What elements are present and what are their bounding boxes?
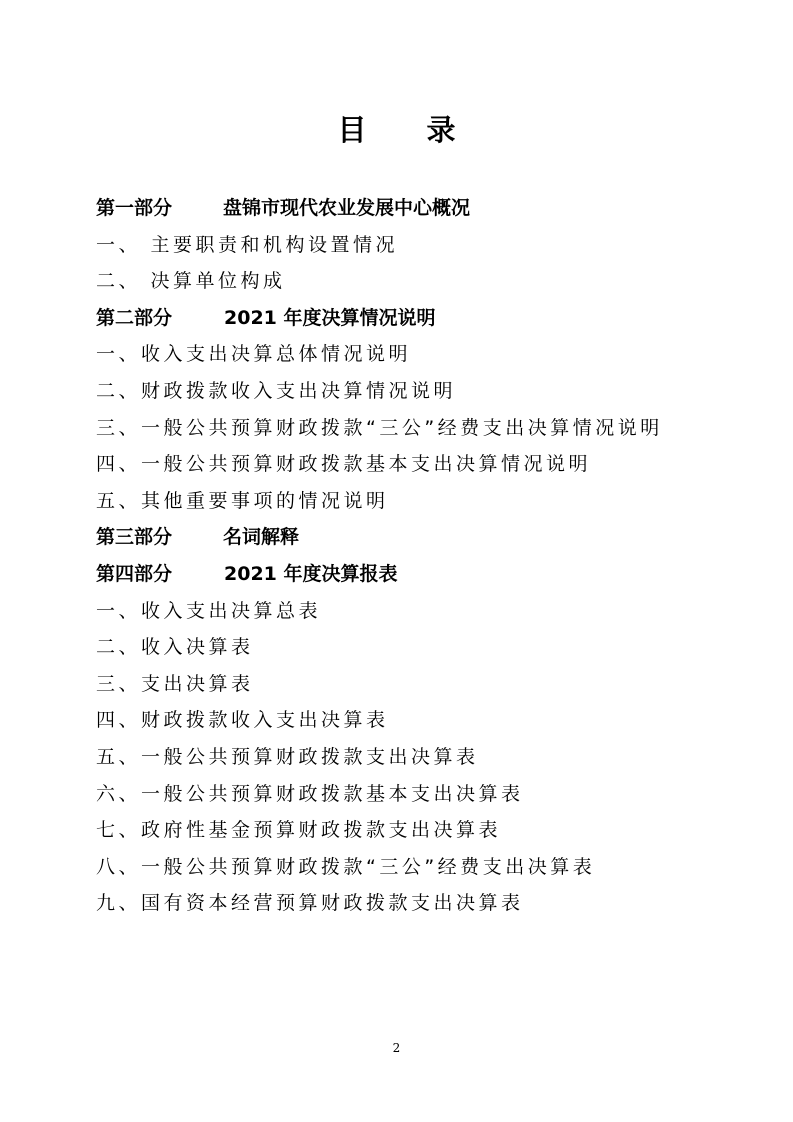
toc-item: 五、一般公共预算财政拨款支出决算表 xyxy=(96,745,479,768)
toc-item: 一、收入支出决算总体情况说明 xyxy=(96,343,412,366)
toc-item: 八、一般公共预算财政拨款“三公”经费支出决算表 xyxy=(96,855,596,878)
toc-item: 二、财政拨款收入支出决算情况说明 xyxy=(96,379,457,402)
toc-item: 三、支出决算表 xyxy=(96,672,254,695)
toc-item: 三、一般公共预算财政拨款“三公”经费支出决算情况说明 xyxy=(96,416,663,439)
toc-part-title: 盘锦市现代农业发展中心概况 xyxy=(223,197,471,219)
toc-item: 二、 决算单位构成 xyxy=(96,270,286,293)
toc-part-label: 第四部分 xyxy=(96,562,173,585)
toc-part-4 xyxy=(96,556,716,593)
page-title: 目录 xyxy=(337,113,516,147)
toc-part-label: 第一部分 xyxy=(96,197,173,219)
toc-part-label: 第二部分 xyxy=(96,306,173,329)
toc-item: 六、一般公共预算财政拨款基本支出决算表 xyxy=(96,782,524,805)
toc-part-title: 名词解释 xyxy=(223,526,300,549)
toc-item: 七、政府性基金预算财政拨款支出决算表 xyxy=(96,819,502,842)
toc-item: 二、收入决算表 xyxy=(96,636,254,659)
toc-item: 四、一般公共预算财政拨款基本支出决算情况说明 xyxy=(96,453,592,476)
toc-item: 九、国有资本经营预算财政拨款支出决算表 xyxy=(96,892,524,915)
toc-part-3 xyxy=(96,519,716,556)
toc-item: 一、收入支出决算总表 xyxy=(96,599,322,622)
toc-part-title: 2021 年度决算报表 xyxy=(224,562,398,585)
table-of-contents xyxy=(96,190,716,922)
toc-item: 五、其他重要事项的情况说明 xyxy=(96,489,389,512)
toc-part-2 xyxy=(96,300,716,337)
page-number: 2 xyxy=(392,1041,401,1055)
toc-part-label: 第三部分 xyxy=(96,526,173,549)
toc-part-1 xyxy=(96,190,716,227)
toc-item: 四、财政拨款收入支出决算表 xyxy=(96,709,389,732)
toc-part-title: 2021 年度决算情况说明 xyxy=(224,306,436,329)
toc-item: 一、 主要职责和机构设置情况 xyxy=(96,233,399,256)
